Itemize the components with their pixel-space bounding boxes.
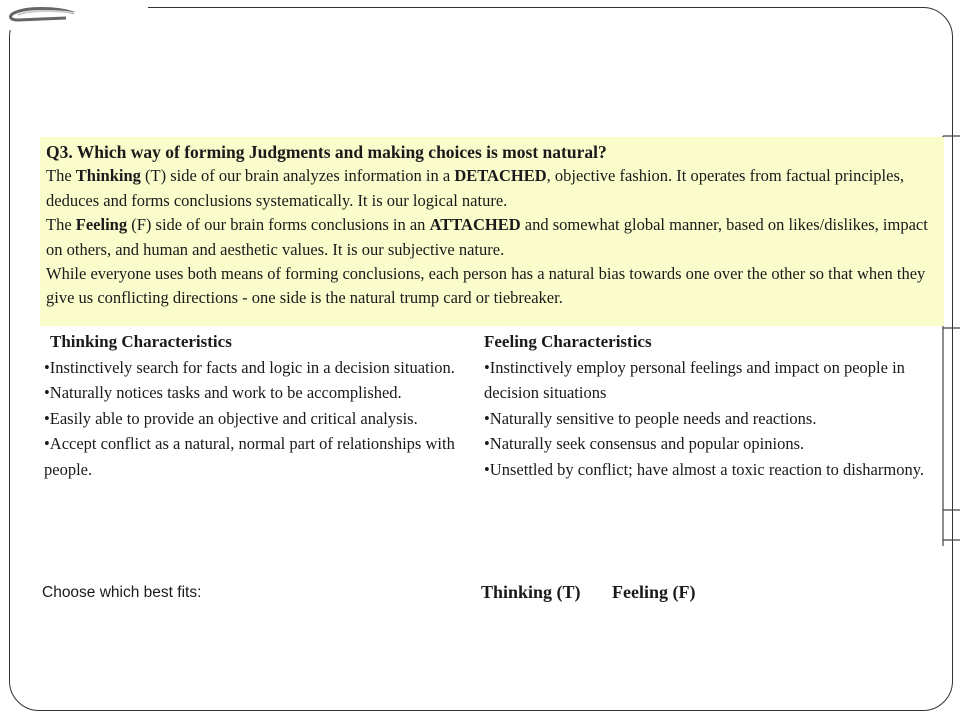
list-item: • Naturally notices tasks and work to be accomplished. bbox=[44, 380, 474, 406]
feeling-description bbox=[46, 213, 938, 262]
thinking-characteristics-title: Thinking Characteristics bbox=[50, 332, 232, 351]
attached-keyword: ATTACHED bbox=[429, 215, 521, 235]
text-run: , objective fashion. It operates from factual principles, deduces and forms conclusions systematically. It is our logical nature. bbox=[46, 166, 904, 210]
feeling-characteristics bbox=[484, 329, 924, 483]
list-item: • Naturally sensitive to people needs and reactions. bbox=[484, 406, 924, 432]
thinking-description bbox=[46, 164, 938, 213]
question-title: Q3. Which way of forming Judgments and making choices is most natural? bbox=[46, 142, 607, 162]
thinking-option[interactable]: Thinking (T) bbox=[481, 582, 581, 602]
text-run: The bbox=[46, 215, 76, 235]
text-run: (F) side of our brain forms conclusions in an bbox=[127, 215, 430, 235]
text-run: (T) side of our brain analyzes information in a bbox=[140, 166, 455, 186]
list-item: • Unsettled by conflict; have almost a toxic reaction to disharmony. bbox=[484, 457, 924, 483]
text-run: The bbox=[46, 166, 76, 186]
feeling-characteristics-title: Feeling Characteristics bbox=[484, 332, 652, 351]
thinking-term: Thinking bbox=[75, 166, 141, 186]
detached-keyword: DETACHED bbox=[454, 166, 547, 186]
feeling-list bbox=[484, 355, 924, 483]
list-item: • Instinctively search for facts and logic in a decision situation. bbox=[44, 355, 474, 381]
thinking-characteristics bbox=[44, 329, 474, 483]
list-item: • Accept conflict as a natural, normal part of relationships with people. bbox=[44, 431, 474, 482]
question-box bbox=[40, 137, 944, 326]
feeling-option[interactable]: Feeling (F) bbox=[612, 582, 696, 602]
thinking-list bbox=[44, 355, 474, 483]
corner-curl-decoration bbox=[6, 5, 76, 25]
list-item: • Instinctively employ personal feelings and impact on people in decision situations bbox=[484, 355, 924, 406]
text-run: and somewhat global manner, based on likes/dislikes, impact on others, and human and aesthetic values. It is our subjective nature. bbox=[46, 215, 928, 259]
list-item: • Naturally seek consensus and popular opinions. bbox=[484, 431, 924, 457]
choose-label: Choose which best fits: bbox=[42, 584, 202, 601]
summary-paragraph: While everyone uses both means of forming conclusions, each person has a natural bias towards one over the other so that when they give us conflicting directions - one side is the natural trump card or tiebreaker. bbox=[46, 264, 926, 308]
list-item: • Easily able to provide an objective and critical analysis. bbox=[44, 406, 474, 432]
feeling-term: Feeling bbox=[75, 215, 128, 235]
